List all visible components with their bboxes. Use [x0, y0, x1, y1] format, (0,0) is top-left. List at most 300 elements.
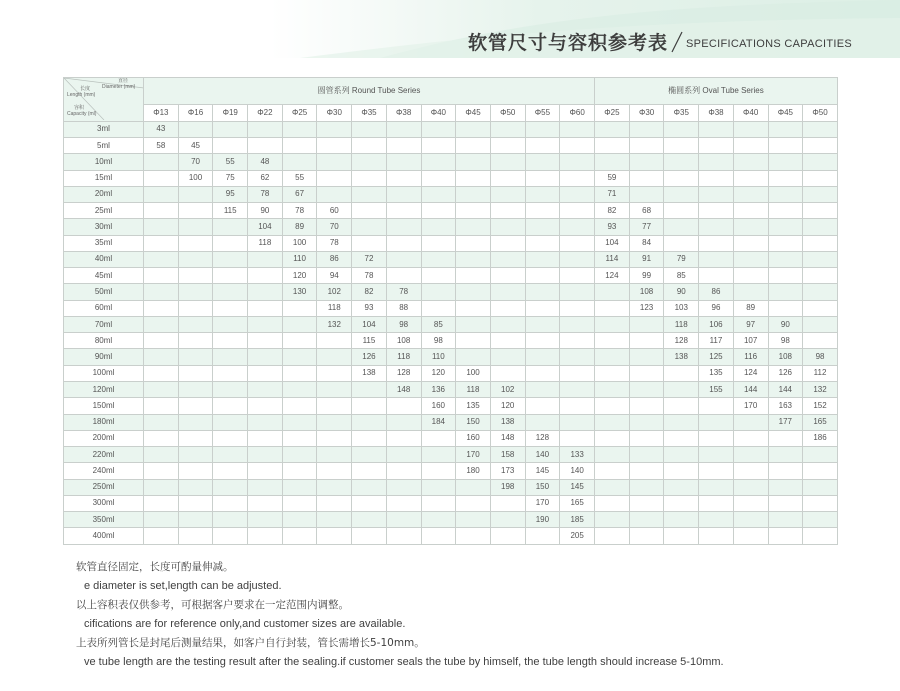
length-cell — [733, 512, 768, 528]
length-cell: 163 — [768, 398, 803, 414]
note-line-english: e diameter is set,length can be adjusted. — [84, 580, 282, 592]
length-cell: 89 — [282, 219, 317, 235]
length-cell — [803, 235, 838, 251]
length-cell — [317, 430, 352, 446]
length-cell — [664, 219, 699, 235]
length-cell: 140 — [525, 447, 560, 463]
length-cell — [317, 463, 352, 479]
length-cell — [490, 495, 525, 511]
length-cell — [386, 447, 421, 463]
length-cell — [525, 235, 560, 251]
round-diameter-header: Φ16 — [178, 105, 213, 121]
length-cell — [178, 495, 213, 511]
length-cell — [699, 463, 734, 479]
length-cell — [421, 235, 456, 251]
length-cell — [699, 495, 734, 511]
length-cell — [421, 154, 456, 170]
length-cell — [803, 316, 838, 332]
length-cell: 115 — [352, 333, 387, 349]
length-cell — [768, 235, 803, 251]
corner-capacity-en: Capacity (ml) — [67, 111, 97, 118]
length-cell: 58 — [144, 138, 179, 154]
length-cell — [490, 316, 525, 332]
length-cell: 198 — [490, 479, 525, 495]
table-row — [64, 447, 838, 463]
length-cell — [421, 284, 456, 300]
length-cell — [144, 316, 179, 332]
length-cell: 90 — [664, 284, 699, 300]
length-cell — [629, 512, 664, 528]
length-cell: 148 — [490, 430, 525, 446]
length-cell — [213, 121, 248, 137]
length-cell: 118 — [386, 349, 421, 365]
length-cell — [352, 414, 387, 430]
length-cell — [213, 447, 248, 463]
length-cell — [248, 268, 283, 284]
note-line-english: cifications are for reference only,and customer sizes are available. — [84, 618, 406, 630]
length-cell: 98 — [386, 316, 421, 332]
length-cell — [733, 479, 768, 495]
length-cell — [525, 333, 560, 349]
length-cell — [699, 398, 734, 414]
table-row — [64, 381, 838, 397]
capacity-cell: 220ml — [64, 447, 144, 463]
length-cell — [144, 170, 179, 186]
capacity-cell: 40ml — [64, 251, 144, 267]
length-cell: 86 — [699, 284, 734, 300]
length-cell: 136 — [421, 381, 456, 397]
length-cell — [768, 430, 803, 446]
length-cell — [282, 495, 317, 511]
length-cell — [733, 186, 768, 202]
length-cell — [144, 430, 179, 446]
length-cell: 78 — [386, 284, 421, 300]
length-cell — [733, 495, 768, 511]
length-cell — [317, 138, 352, 154]
length-cell — [560, 430, 595, 446]
round-diameter-header: Φ22 — [248, 105, 283, 121]
length-cell — [525, 121, 560, 137]
note-line-chinese: 软管直径固定，长度可酌量伸减。 — [76, 561, 234, 573]
length-cell — [352, 381, 387, 397]
length-cell — [490, 235, 525, 251]
length-cell — [421, 463, 456, 479]
length-cell: 85 — [421, 316, 456, 332]
length-cell — [525, 528, 560, 545]
length-cell — [144, 154, 179, 170]
length-cell — [144, 398, 179, 414]
header-banner — [0, 0, 900, 58]
length-cell — [178, 349, 213, 365]
length-cell — [213, 512, 248, 528]
length-cell — [733, 463, 768, 479]
length-cell — [213, 284, 248, 300]
length-cell — [803, 463, 838, 479]
length-cell — [803, 512, 838, 528]
length-cell — [456, 154, 491, 170]
length-cell — [178, 479, 213, 495]
length-cell — [803, 528, 838, 545]
length-cell: 138 — [490, 414, 525, 430]
length-cell — [803, 154, 838, 170]
table-row — [64, 316, 838, 332]
length-cell — [768, 284, 803, 300]
table-row — [64, 463, 838, 479]
length-cell — [699, 251, 734, 267]
length-cell: 118 — [456, 381, 491, 397]
length-cell — [178, 381, 213, 397]
length-cell: 158 — [490, 447, 525, 463]
length-cell — [699, 235, 734, 251]
length-cell — [560, 398, 595, 414]
length-cell — [595, 463, 630, 479]
length-cell — [560, 235, 595, 251]
length-cell — [144, 349, 179, 365]
length-cell — [178, 512, 213, 528]
length-cell — [525, 138, 560, 154]
length-cell: 132 — [317, 316, 352, 332]
length-cell: 118 — [248, 235, 283, 251]
length-cell: 82 — [352, 284, 387, 300]
length-cell: 108 — [629, 284, 664, 300]
capacity-cell: 120ml — [64, 381, 144, 397]
length-cell — [664, 186, 699, 202]
length-cell — [352, 430, 387, 446]
length-cell — [456, 268, 491, 284]
length-cell — [803, 203, 838, 219]
length-cell — [213, 495, 248, 511]
length-cell: 104 — [352, 316, 387, 332]
length-cell: 48 — [248, 154, 283, 170]
length-cell — [352, 170, 387, 186]
length-cell — [768, 121, 803, 137]
length-cell: 59 — [595, 170, 630, 186]
length-cell — [629, 365, 664, 381]
length-cell — [629, 463, 664, 479]
length-cell — [768, 138, 803, 154]
length-cell — [664, 381, 699, 397]
length-cell — [144, 447, 179, 463]
length-cell — [664, 512, 699, 528]
length-cell — [490, 528, 525, 545]
length-cell — [525, 251, 560, 267]
capacity-cell: 350ml — [64, 512, 144, 528]
length-cell — [699, 121, 734, 137]
length-cell — [456, 251, 491, 267]
length-cell — [213, 138, 248, 154]
length-cell — [733, 414, 768, 430]
length-cell — [248, 251, 283, 267]
length-cell — [595, 121, 630, 137]
length-cell — [317, 333, 352, 349]
length-cell — [352, 463, 387, 479]
length-cell — [699, 170, 734, 186]
length-cell — [733, 170, 768, 186]
length-cell — [178, 251, 213, 267]
table-corner-cell — [64, 78, 144, 122]
length-cell — [699, 447, 734, 463]
length-cell — [595, 333, 630, 349]
length-cell — [386, 463, 421, 479]
length-cell — [629, 398, 664, 414]
length-cell — [178, 284, 213, 300]
length-cell: 152 — [803, 398, 838, 414]
length-cell — [317, 154, 352, 170]
length-cell — [595, 512, 630, 528]
length-cell: 186 — [803, 430, 838, 446]
length-cell — [421, 300, 456, 316]
length-cell: 72 — [352, 251, 387, 267]
length-cell — [768, 447, 803, 463]
length-cell — [456, 495, 491, 511]
length-cell: 150 — [456, 414, 491, 430]
length-cell — [560, 316, 595, 332]
length-cell: 86 — [317, 251, 352, 267]
round-diameter-header: Φ38 — [386, 105, 421, 121]
table-row — [64, 138, 838, 154]
round-diameter-header: Φ50 — [490, 105, 525, 121]
table-row — [64, 251, 838, 267]
length-cell — [144, 251, 179, 267]
title-chinese: 软管尺寸与容积参考表 — [467, 32, 668, 54]
length-cell — [386, 479, 421, 495]
length-cell — [733, 251, 768, 267]
table-row — [64, 495, 838, 511]
length-cell — [560, 219, 595, 235]
length-cell: 138 — [352, 365, 387, 381]
title-slash-divider — [670, 31, 684, 53]
length-cell — [699, 203, 734, 219]
length-cell — [803, 333, 838, 349]
length-cell: 126 — [352, 349, 387, 365]
length-cell — [490, 186, 525, 202]
length-cell — [386, 528, 421, 545]
length-cell: 128 — [386, 365, 421, 381]
length-cell — [490, 219, 525, 235]
length-cell — [560, 284, 595, 300]
length-cell — [386, 268, 421, 284]
round-diameter-header: Φ40 — [421, 105, 456, 121]
length-cell — [386, 495, 421, 511]
header-row-series — [64, 78, 838, 105]
table-row — [64, 219, 838, 235]
round-diameter-header: Φ13 — [144, 105, 179, 121]
length-cell — [456, 284, 491, 300]
length-cell — [317, 170, 352, 186]
length-cell: 126 — [768, 365, 803, 381]
length-cell — [317, 349, 352, 365]
length-cell — [490, 333, 525, 349]
length-cell — [733, 235, 768, 251]
capacity-table — [63, 77, 838, 545]
capacity-cell: 300ml — [64, 495, 144, 511]
length-cell: 70 — [317, 219, 352, 235]
capacity-cell: 60ml — [64, 300, 144, 316]
length-cell — [178, 430, 213, 446]
length-cell — [803, 300, 838, 316]
oval-diameter-header: Φ35 — [664, 105, 699, 121]
length-cell — [248, 333, 283, 349]
length-cell — [560, 138, 595, 154]
length-cell — [178, 333, 213, 349]
length-cell — [560, 365, 595, 381]
corner-capacity-cn: 容积 — [74, 105, 85, 112]
length-cell: 100 — [456, 365, 491, 381]
length-cell: 103 — [664, 300, 699, 316]
length-cell — [525, 300, 560, 316]
length-cell: 133 — [560, 447, 595, 463]
length-cell: 185 — [560, 512, 595, 528]
length-cell — [144, 495, 179, 511]
corner-diameter-cn: 直径 — [118, 78, 129, 85]
length-cell — [560, 154, 595, 170]
length-cell — [248, 381, 283, 397]
length-cell — [456, 479, 491, 495]
length-cell — [733, 138, 768, 154]
length-cell: 120 — [282, 268, 317, 284]
table-row — [64, 121, 838, 137]
length-cell: 145 — [525, 463, 560, 479]
corner-labels — [64, 78, 143, 120]
length-cell — [248, 447, 283, 463]
length-cell — [456, 219, 491, 235]
length-cell — [560, 186, 595, 202]
length-cell — [803, 268, 838, 284]
capacity-cell: 70ml — [64, 316, 144, 332]
capacity-cell: 25ml — [64, 203, 144, 219]
length-cell: 82 — [595, 203, 630, 219]
length-cell: 90 — [768, 316, 803, 332]
length-cell — [282, 512, 317, 528]
length-cell — [456, 528, 491, 545]
length-cell: 77 — [629, 219, 664, 235]
length-cell: 120 — [421, 365, 456, 381]
length-cell — [213, 414, 248, 430]
length-cell — [456, 170, 491, 186]
length-cell: 184 — [421, 414, 456, 430]
capacity-cell: 3ml — [64, 121, 144, 137]
length-cell: 170 — [456, 447, 491, 463]
note-line-chinese: 以上容积表仅供参考，可根据客户要求在一定范围内调整。 — [76, 599, 349, 611]
length-cell — [282, 414, 317, 430]
note-line-chinese: 上表所列管长是封尾后测量结果，如客户自行封装，管长需增长5-10mm。 — [76, 637, 425, 649]
length-cell — [629, 430, 664, 446]
length-cell — [803, 186, 838, 202]
length-cell — [144, 479, 179, 495]
length-cell — [490, 170, 525, 186]
capacity-cell: 90ml — [64, 349, 144, 365]
length-cell — [456, 121, 491, 137]
length-cell: 100 — [178, 170, 213, 186]
length-cell — [733, 121, 768, 137]
length-cell: 180 — [456, 463, 491, 479]
corner-length-cn: 长度 — [80, 86, 91, 93]
length-cell — [595, 349, 630, 365]
length-cell — [456, 203, 491, 219]
length-cell — [629, 170, 664, 186]
length-cell — [595, 284, 630, 300]
length-cell: 165 — [560, 495, 595, 511]
length-cell: 94 — [317, 268, 352, 284]
length-cell — [768, 528, 803, 545]
length-cell: 100 — [282, 235, 317, 251]
length-cell — [386, 138, 421, 154]
length-cell — [144, 333, 179, 349]
length-cell: 114 — [595, 251, 630, 267]
length-cell — [699, 268, 734, 284]
length-cell: 79 — [664, 251, 699, 267]
length-cell — [386, 186, 421, 202]
length-cell — [248, 121, 283, 137]
length-cell — [595, 138, 630, 154]
length-cell — [733, 203, 768, 219]
length-cell — [664, 479, 699, 495]
length-cell — [421, 495, 456, 511]
length-cell — [768, 268, 803, 284]
length-cell — [560, 333, 595, 349]
length-cell: 85 — [664, 268, 699, 284]
capacity-cell: 10ml — [64, 154, 144, 170]
length-cell — [178, 365, 213, 381]
length-cell — [352, 219, 387, 235]
length-cell — [629, 154, 664, 170]
length-cell — [352, 235, 387, 251]
length-cell — [386, 251, 421, 267]
length-cell — [490, 251, 525, 267]
length-cell — [144, 186, 179, 202]
length-cell: 84 — [629, 235, 664, 251]
length-cell — [352, 447, 387, 463]
length-cell — [490, 138, 525, 154]
length-cell — [386, 121, 421, 137]
length-cell — [699, 528, 734, 545]
length-cell — [317, 495, 352, 511]
length-cell: 88 — [386, 300, 421, 316]
length-cell — [248, 479, 283, 495]
length-cell — [178, 300, 213, 316]
length-cell — [144, 414, 179, 430]
length-cell — [386, 235, 421, 251]
length-cell — [490, 121, 525, 137]
length-cell: 140 — [560, 463, 595, 479]
length-cell: 78 — [352, 268, 387, 284]
length-cell: 144 — [733, 381, 768, 397]
round-diameter-header: Φ55 — [525, 105, 560, 121]
length-cell: 95 — [213, 186, 248, 202]
length-cell: 89 — [733, 300, 768, 316]
length-cell — [560, 300, 595, 316]
length-cell — [664, 430, 699, 446]
length-cell — [456, 138, 491, 154]
capacity-cell: 250ml — [64, 479, 144, 495]
length-cell: 132 — [803, 381, 838, 397]
length-cell — [144, 219, 179, 235]
length-cell — [490, 300, 525, 316]
length-cell: 93 — [352, 300, 387, 316]
length-cell — [699, 219, 734, 235]
length-cell — [144, 300, 179, 316]
length-cell — [144, 365, 179, 381]
corner-length-en: Length (mm) — [67, 92, 96, 99]
round-diameter-header: Φ30 — [317, 105, 352, 121]
length-cell: 135 — [699, 365, 734, 381]
length-cell: 120 — [490, 398, 525, 414]
length-cell — [699, 138, 734, 154]
length-cell — [525, 284, 560, 300]
length-cell — [178, 528, 213, 545]
length-cell — [595, 316, 630, 332]
length-cell — [768, 479, 803, 495]
